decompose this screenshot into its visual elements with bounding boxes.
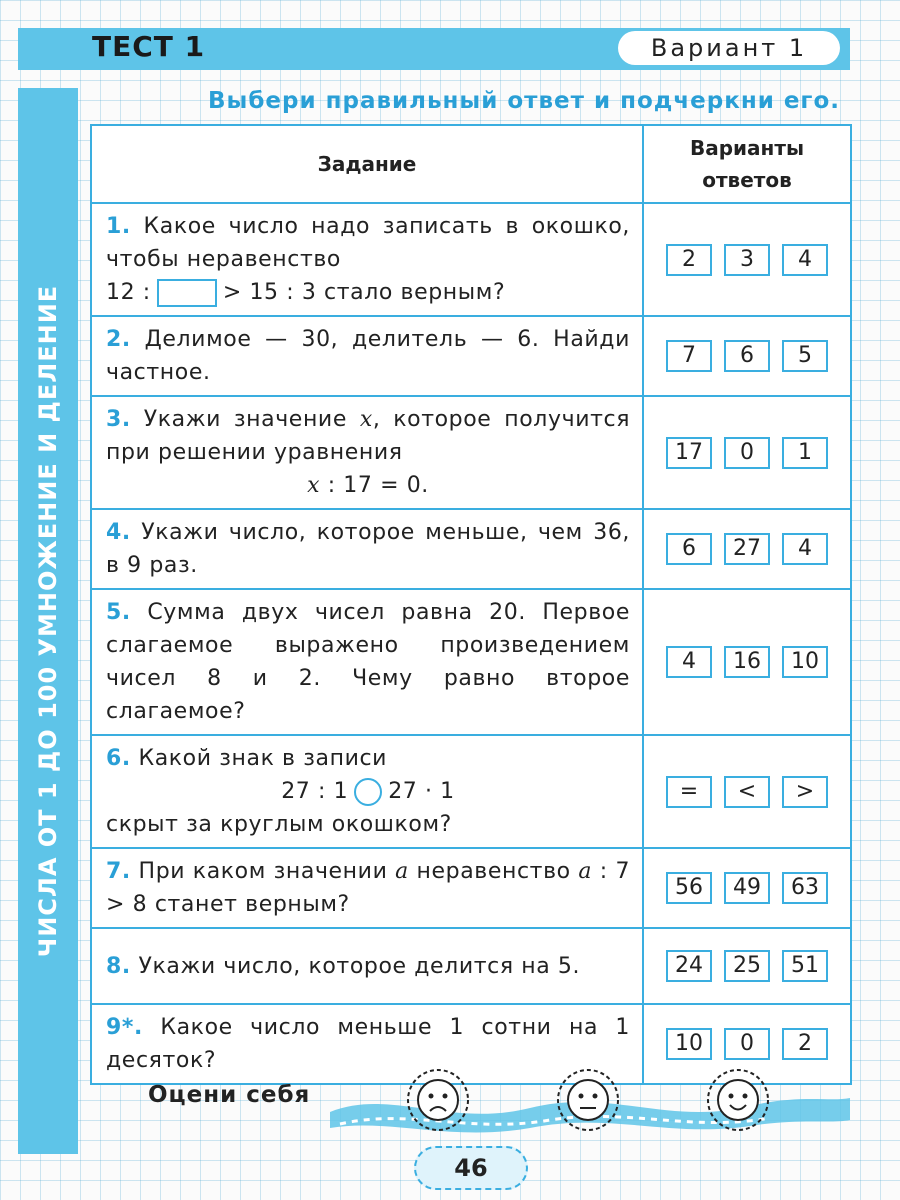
answer-option[interactable]: 1 <box>782 437 828 469</box>
answers-cell-3 <box>643 396 851 509</box>
instruction: Выбери правильный ответ и подчеркни его. <box>208 88 840 114</box>
variable-a-2: a <box>578 859 593 884</box>
question-body-a: Укажи значение <box>143 407 347 432</box>
question-body: Какое число надо записать в окошко, чтобы неравенство <box>106 214 630 272</box>
question-text-1 <box>91 203 643 316</box>
question-body: Делимое — 30, делитель — 6. Найди частное. <box>106 327 631 385</box>
question-body-a: При каком значении <box>138 859 388 884</box>
expression-left: 27 : 1 <box>281 779 349 804</box>
question-body: Какое число меньше 1 сотни на 1 десяток? <box>106 1015 631 1073</box>
answer-option[interactable]: 3 <box>724 244 770 276</box>
sun-neutral-icon[interactable] <box>558 1070 618 1130</box>
question-body-b: , которое получится при решении уравнения <box>106 407 631 465</box>
question-body: Укажи число, которое меньше, чем 36, в 9 раз. <box>106 520 631 578</box>
answers-cell-5 <box>643 589 851 735</box>
question-number: 3. <box>106 407 131 432</box>
equation-variable: x <box>307 473 321 498</box>
sun-happy-icon[interactable] <box>708 1070 768 1130</box>
question-number: 2. <box>106 327 131 352</box>
answers-cell-1 <box>643 203 851 316</box>
answer-option[interactable]: 51 <box>782 950 828 982</box>
equation <box>106 469 630 502</box>
variable-a: a <box>395 859 409 884</box>
blank-box-icon <box>157 279 217 307</box>
answer-option[interactable]: 25 <box>724 950 770 982</box>
answer-option[interactable]: > <box>782 776 828 808</box>
equation-rest: : 17 = 0. <box>327 473 429 498</box>
answers-cell-8 <box>643 928 851 1004</box>
answer-option[interactable]: 49 <box>724 872 770 904</box>
expression-left: 12 : <box>106 280 151 305</box>
answer-option[interactable]: 4 <box>782 533 828 565</box>
answer-option[interactable]: 5 <box>782 340 828 372</box>
answer-option[interactable]: < <box>724 776 770 808</box>
question-row-3 <box>91 396 851 509</box>
question-row-4 <box>91 509 851 589</box>
question-row-6 <box>91 735 851 848</box>
header-answers-line1: Варианты <box>689 136 805 160</box>
answer-option[interactable]: 17 <box>666 437 712 469</box>
answer-option[interactable]: 10 <box>782 646 828 678</box>
answer-option[interactable]: 16 <box>724 646 770 678</box>
answer-option[interactable]: 2 <box>782 1028 828 1060</box>
answer-option[interactable]: 0 <box>724 1028 770 1060</box>
answer-option[interactable]: 24 <box>666 950 712 982</box>
header-answers <box>643 125 851 203</box>
question-body-a: Какой знак в записи <box>138 746 388 771</box>
answer-option[interactable]: 6 <box>724 340 770 372</box>
question-number: 7. <box>106 859 131 884</box>
answer-option[interactable]: 2 <box>666 244 712 276</box>
answer-option[interactable]: 63 <box>782 872 828 904</box>
answers-cell-7 <box>643 848 851 928</box>
answer-option[interactable]: 0 <box>724 437 770 469</box>
question-number: 1. <box>106 214 131 239</box>
question-body-b: скрыт за круглым окошком? <box>106 812 452 837</box>
answer-option[interactable]: 27 <box>724 533 770 565</box>
question-number: 9*. <box>106 1015 143 1040</box>
answer-option[interactable]: 56 <box>666 872 712 904</box>
question-row-5 <box>91 589 851 735</box>
answer-option[interactable]: = <box>666 776 712 808</box>
self-rating-suns <box>330 1068 850 1138</box>
question-body-b: неравенство <box>416 859 571 884</box>
page-number: 46 <box>414 1146 528 1190</box>
answers-cell-2 <box>643 316 851 396</box>
expression-right: 27 · 1 <box>388 779 455 804</box>
question-text-5 <box>91 589 643 735</box>
header-task: Задание <box>91 125 643 203</box>
header-answers-line2: ответов <box>702 168 792 192</box>
question-row-8 <box>91 928 851 1004</box>
question-text-7 <box>91 848 643 928</box>
answers-cell-4 <box>643 509 851 589</box>
answer-option[interactable]: 7 <box>666 340 712 372</box>
question-number: 8. <box>106 953 131 979</box>
question-text-4 <box>91 509 643 589</box>
test-table <box>90 124 852 1085</box>
side-label: ЧИСЛА ОТ 1 ДО 100 УМНОЖЕНИЕ И ДЕЛЕНИЕ <box>34 284 62 958</box>
table-header-row <box>91 125 851 203</box>
question-number: 5. <box>106 600 131 625</box>
answer-option[interactable]: 4 <box>782 244 828 276</box>
sun-sad-icon[interactable] <box>408 1070 468 1130</box>
question-body: Укажи число, которое делится на 5. <box>138 953 581 979</box>
question-number: 6. <box>106 746 131 771</box>
sign-expression <box>106 775 630 808</box>
expression-right: > 15 : 3 стало верным? <box>222 280 506 305</box>
answer-option[interactable]: 6 <box>666 533 712 565</box>
question-number: 4. <box>106 520 131 545</box>
circle-blank-icon <box>354 778 382 806</box>
variable-x: x <box>359 407 373 432</box>
test-title: ТЕСТ 1 <box>92 30 206 63</box>
question-body-c: : 7 > 8 станет верным? <box>106 859 631 917</box>
question-text-6 <box>91 735 643 848</box>
question-row-7 <box>91 848 851 928</box>
variant-label: Вариант 1 <box>618 31 840 65</box>
question-row-2 <box>91 316 851 396</box>
question-body: Сумма двух чисел равна 20. Первое слагаемое выражено произведением чисел 8 и 2. Чему равно второе слагаемое? <box>106 600 630 724</box>
answer-option[interactable]: 10 <box>666 1028 712 1060</box>
side-label-container <box>18 88 78 1154</box>
answer-option[interactable]: 4 <box>666 646 712 678</box>
question-row-1 <box>91 203 851 316</box>
question-text-2 <box>91 316 643 396</box>
rate-yourself-label: Оцени себя <box>148 1082 311 1108</box>
question-text-3 <box>91 396 643 509</box>
question-text-8 <box>91 928 643 1004</box>
answers-cell-6 <box>643 735 851 848</box>
